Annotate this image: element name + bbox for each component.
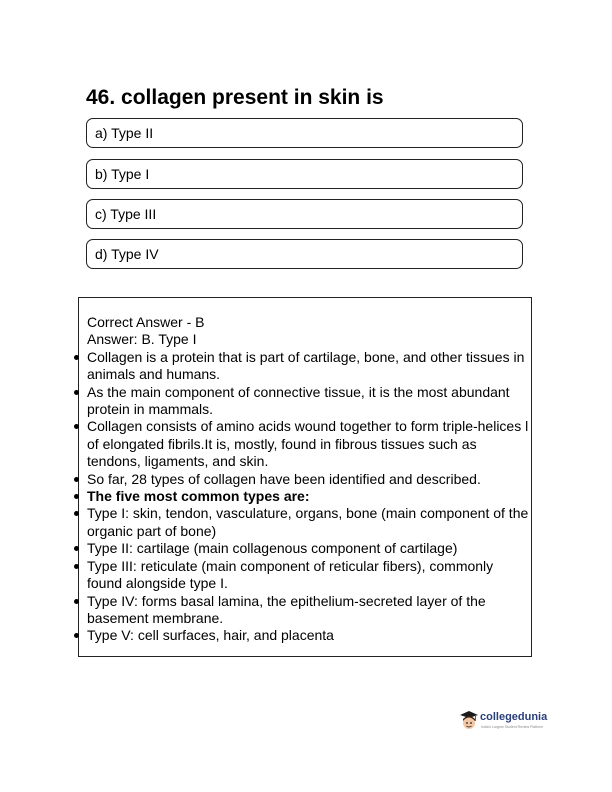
explanation-bullet: So far, 28 types of collagen have been identified and described.: [87, 471, 532, 488]
answer-content: [87, 314, 532, 645]
collegedunia-logo: [459, 709, 559, 735]
option-d[interactable]: d) Type IV: [86, 239, 523, 269]
option-b[interactable]: b) Type I: [86, 159, 523, 189]
explanation-bullet: Type I: skin, tendon, vasculature, organs, bone (main component of the organic part of bone): [87, 505, 532, 540]
explanation-bullet: Collagen consists of amino acids wound together to form triple-helices l of elongated fibrils.It is, mostly, found in fibrous tissues such as tendons, ligaments, and skin.: [87, 418, 532, 470]
option-c[interactable]: c) Type III: [86, 199, 523, 229]
graduate-mascot-icon: [459, 709, 479, 731]
explanation-bullet: Type V: cell surfaces, hair, and placenta: [87, 627, 532, 644]
option-a[interactable]: a) Type II: [86, 118, 523, 148]
explanation-bullet: Collagen is a protein that is part of cartilage, bone, and other tissues in animals and humans.: [87, 349, 532, 384]
explanation-bullet-heading: The five most common types are:: [87, 488, 532, 505]
question-title: 46. collagen present in skin is: [86, 86, 384, 109]
explanation-bullet: As the main component of connective tissue, it is the most abundant protein in mammals.: [87, 384, 532, 419]
answer-line: Answer: B. Type I: [87, 331, 197, 348]
explanation-list: [87, 349, 532, 645]
logo-wordmark: collegedunia: [480, 711, 548, 723]
logo-tagline: India's Largest Student Review Platform: [481, 725, 544, 729]
explanation-bullet: Type IV: forms basal lamina, the epithelium-secreted layer of the basement membrane.: [87, 593, 532, 628]
explanation-bullet: Type II: cartilage (main collagenous component of cartilage): [87, 540, 532, 557]
explanation-bullet: Type III: reticulate (main component of reticular fibers), commonly found alongside type I.: [87, 558, 532, 593]
correct-answer-line: Correct Answer - B: [87, 314, 205, 330]
